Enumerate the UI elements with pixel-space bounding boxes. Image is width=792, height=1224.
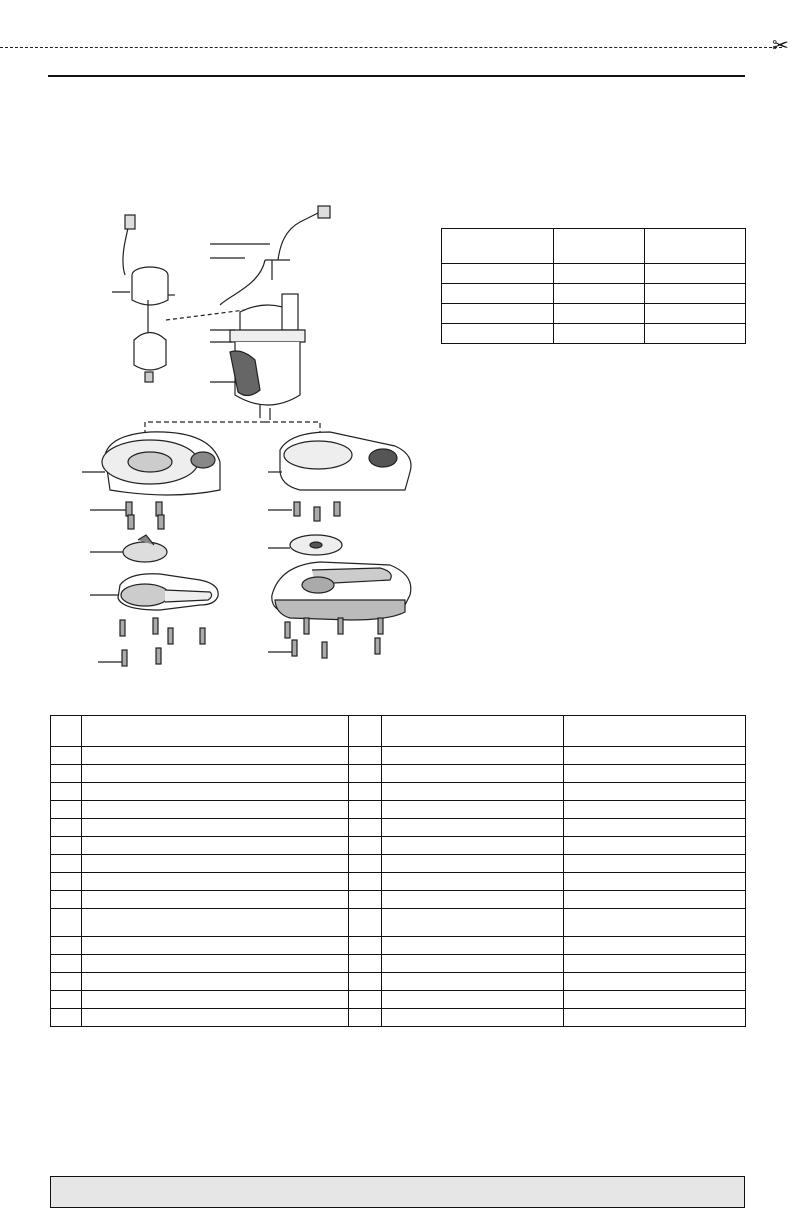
parts-cell [51,973,82,991]
parts-cell [82,891,349,909]
parts-cell [51,819,82,837]
parts-cell [382,765,564,783]
parts-cell [51,765,82,783]
parts-cell [382,783,564,801]
scissors-icon: ✂ [772,35,789,57]
parts-table-header-row [51,716,746,747]
parts-cell [51,783,82,801]
parts-header-cell [382,716,564,747]
spec-header-cell [554,229,645,264]
spec-table-row [442,284,746,304]
parts-cell [382,873,564,891]
parts-cell [564,747,746,765]
parts-cell [564,819,746,837]
impeller [90,535,167,562]
parts-cell [82,973,349,991]
spec-table [441,228,746,344]
spec-header-cell [442,229,554,264]
spec-cell [554,304,645,324]
parts-cell [382,747,564,765]
spec-cell [442,304,554,324]
diffuser-disc [268,535,342,555]
parts-table-row [51,765,746,783]
parts-cell [382,801,564,819]
parts-cell [82,955,349,973]
parts-cell [51,991,82,1009]
parts-cell [349,837,382,855]
parts-cell [564,801,746,819]
parts-table-row [51,973,746,991]
parts-cell [564,973,746,991]
spec-cell [645,284,746,304]
parts-cell [51,801,82,819]
parts-table-row [51,873,746,891]
parts-cell [82,1009,349,1027]
parts-cell [51,747,82,765]
float-switch [112,215,175,382]
parts-cell [382,855,564,873]
parts-table-row [51,819,746,837]
parts-cell [564,783,746,801]
parts-cell [349,937,382,955]
parts-table-row [51,783,746,801]
parts-cell [564,765,746,783]
parts-cell [82,765,349,783]
header-rule [48,75,745,77]
exploded-parts-diagram [50,200,430,690]
parts-cell [564,991,746,1009]
parts-cell [51,1009,82,1027]
spec-header-cell [645,229,746,264]
parts-table-row [51,937,746,955]
parts-list-table [50,715,746,1027]
parts-cell [82,783,349,801]
spec-cell [645,324,746,344]
parts-cell [82,801,349,819]
parts-header-cell [82,716,349,747]
parts-cell [382,937,564,955]
parts-cell [564,855,746,873]
spec-cell [442,324,554,344]
spec-cell [645,304,746,324]
spec-cell [442,284,554,304]
parts-cell [82,819,349,837]
parts-cell [349,973,382,991]
parts-cell [382,973,564,991]
motor [166,294,305,420]
parts-cell [382,1009,564,1027]
spec-table-row [442,264,746,284]
parts-cell [564,1009,746,1027]
base-oval [268,562,411,658]
parts-cell [349,747,382,765]
parts-cell [564,891,746,909]
volute-oval [268,432,411,490]
footer-bar [50,1176,745,1208]
parts-cell [51,873,82,891]
spec-table-row [442,304,746,324]
parts-table-row [51,991,746,1009]
parts-table-row [51,801,746,819]
parts-header-cell [51,716,82,747]
parts-cell [349,873,382,891]
parts-cell [349,783,382,801]
parts-cell [564,937,746,955]
cut-line [0,47,782,48]
parts-cell [349,909,382,937]
parts-cell [51,909,82,937]
parts-cell [382,819,564,837]
parts-cell [564,909,746,937]
parts-table-row [51,909,746,937]
parts-cell [349,955,382,973]
spec-cell [554,324,645,344]
parts-cell [349,855,382,873]
parts-cell [349,801,382,819]
spec-cell [554,264,645,284]
parts-cell [349,765,382,783]
parts-cell [349,891,382,909]
volute-round [82,432,220,495]
parts-cell [382,955,564,973]
parts-cell [382,909,564,937]
parts-cell [51,955,82,973]
base-round [90,574,218,666]
parts-table-row [51,837,746,855]
parts-cell [82,747,349,765]
parts-cell [382,837,564,855]
parts-cell [382,891,564,909]
parts-cell [564,837,746,855]
parts-cell [349,819,382,837]
parts-cell [51,837,82,855]
parts-header-cell [349,716,382,747]
parts-cell [51,855,82,873]
power-cord [210,206,330,305]
parts-cell [82,873,349,891]
parts-cell [82,855,349,873]
spec-table-header-row [442,229,746,264]
parts-table-row [51,1009,746,1027]
parts-cell [51,891,82,909]
parts-table-row [51,747,746,765]
parts-cell [382,991,564,1009]
spec-table-row [442,324,746,344]
parts-table-row [51,855,746,873]
parts-table-row [51,955,746,973]
parts-header-cell [564,716,746,747]
parts-cell [349,991,382,1009]
spec-cell [645,264,746,284]
parts-cell [82,937,349,955]
parts-cell [349,1009,382,1027]
parts-table-row [51,891,746,909]
parts-cell [82,991,349,1009]
parts-cell [82,909,349,937]
parts-cell [564,873,746,891]
screws [90,502,340,529]
parts-cell [51,937,82,955]
parts-cell [82,837,349,855]
spec-cell [442,264,554,284]
spec-cell [554,284,645,304]
parts-cell [564,955,746,973]
